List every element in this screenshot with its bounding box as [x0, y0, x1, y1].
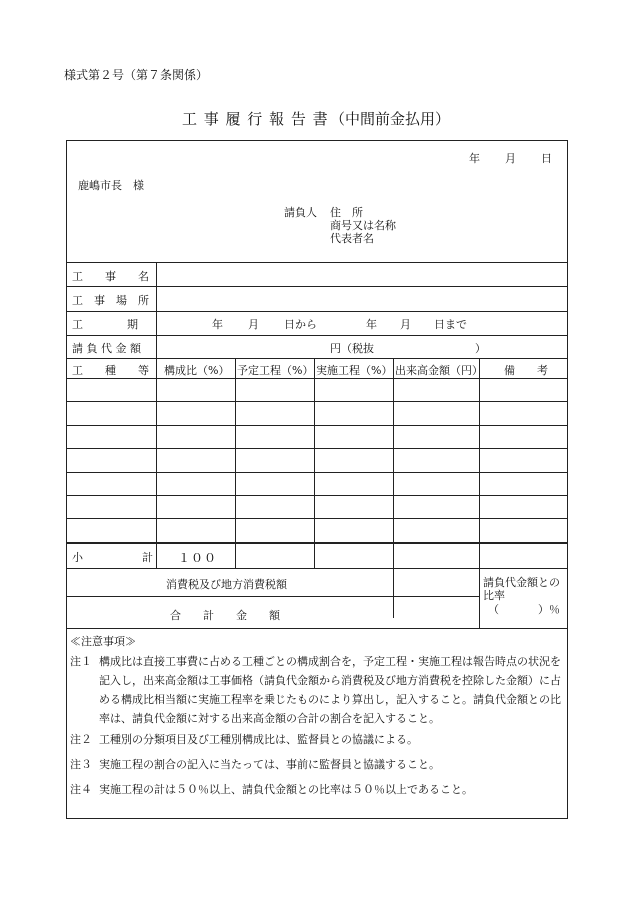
- col-line-1: [156, 359, 157, 568]
- row-line-2: [66, 425, 568, 426]
- project-name-label: 工 事 名: [72, 270, 149, 283]
- col-line-3: [314, 359, 315, 568]
- line-h5: [66, 358, 568, 359]
- note-text: 実施工程の計は５０％以上、請負代金額との比率は５０％以上であること。: [99, 783, 473, 796]
- ratio-box-close: ）％: [538, 603, 560, 616]
- company-label: 商号又は名称: [330, 219, 396, 232]
- line-h4: [66, 335, 568, 336]
- info-label-divider: [156, 262, 157, 359]
- col-header-actual: 実施工程（%）: [316, 364, 393, 377]
- total-label: 合 計 金 額: [170, 609, 280, 622]
- notes-heading: ≪注意事項≫: [70, 635, 136, 648]
- col-line-5: [479, 359, 480, 629]
- col-header-ratio: 構成比（%）: [164, 364, 230, 377]
- col-header-work-type: 工 種 等: [72, 364, 149, 377]
- address-label: 住 所: [330, 206, 363, 219]
- tax-bottom-line: [66, 596, 480, 597]
- note-text: 工種別の分類項目及び工種別構成比は、監督員との協議による。: [99, 733, 418, 746]
- ratio-box-line1: 請負代金額との: [483, 576, 560, 589]
- total-bottom-line: [66, 628, 568, 629]
- frame-top: [66, 140, 568, 141]
- tax-label: 消費税及び地方消費税額: [166, 578, 287, 591]
- subtotal-top-line: [66, 542, 568, 544]
- addressee: 鹿嶋市長 様: [78, 179, 144, 192]
- period-label: 工 期: [72, 318, 138, 331]
- line-h3: [66, 311, 568, 312]
- note-label: 注１: [70, 655, 92, 668]
- col-header-remarks: 備 考: [504, 364, 548, 377]
- page-title: 工 事 履 行 報 告 書: [182, 110, 329, 128]
- form-id: 様式第２号（第７条関係）: [64, 68, 209, 82]
- project-site-label: 工 事 場 所: [72, 294, 149, 307]
- line-h1: [66, 262, 568, 263]
- line-h2: [66, 286, 568, 287]
- subtotal-label-left: 小: [72, 551, 83, 564]
- col-line-2: [235, 359, 236, 568]
- row-line-5: [66, 495, 568, 496]
- date-day: 日: [541, 152, 552, 165]
- period-m2: 月: [400, 318, 411, 331]
- period-d2: 日まで: [434, 318, 467, 331]
- date-year: 年: [469, 152, 480, 165]
- period-d1: 日から: [284, 318, 317, 331]
- page-title-suffix: （中間前金払用）: [330, 110, 451, 128]
- col-header-planned: 予定工程（%）: [237, 364, 314, 377]
- frame-bottom: [66, 818, 568, 819]
- note-text: 実施工程の割合の記入に当たっては、事前に監督員と協議すること。: [99, 758, 440, 771]
- period-y1: 年: [212, 318, 223, 331]
- row-line-3: [66, 448, 568, 449]
- col-header-amount: 出来高金額（円）: [395, 364, 483, 377]
- note-text: 構成比は直接工事費に占める工種ごとの構成割合を，予定工程・実施工程は報告時点の状況を記入し，出来高金額は工事価格（請負代金額から消費税及び地方消費税を控除した金額）に占める構成比相当額に実施工程率を乗じたものにより算出し，記入すること。請負代金額との比率は、請負代金額に対する出来高金額の合計の割合を記入すること。: [99, 655, 561, 725]
- row-line-6: [66, 518, 568, 519]
- contract-amount-label: 請 負 代 金 額: [72, 342, 141, 355]
- frame-left: [66, 140, 67, 819]
- col-line-4: [393, 359, 394, 618]
- note-label: 注４: [70, 783, 92, 796]
- note-label: 注２: [70, 733, 92, 746]
- row-line-4: [66, 472, 568, 473]
- period-m1: 月: [248, 318, 259, 331]
- rep-label: 代表者名: [330, 232, 374, 245]
- period-y2: 年: [366, 318, 377, 331]
- note-label: 注３: [70, 758, 92, 771]
- date-month: 月: [505, 152, 516, 165]
- close-paren: ）: [475, 342, 486, 355]
- ratio-box-open: （: [488, 603, 499, 616]
- subtotal-bottom-line: [66, 568, 568, 569]
- contractor-label: 請負人: [284, 206, 317, 219]
- subtotal-label-right: 計: [142, 551, 153, 564]
- row-line-1: [66, 401, 568, 402]
- ratio-box-line2: 比率: [483, 589, 505, 602]
- header-bottom-line: [66, 378, 568, 379]
- yen-tax-label: 円（税抜: [330, 342, 374, 355]
- subtotal-ratio: １００: [178, 551, 218, 565]
